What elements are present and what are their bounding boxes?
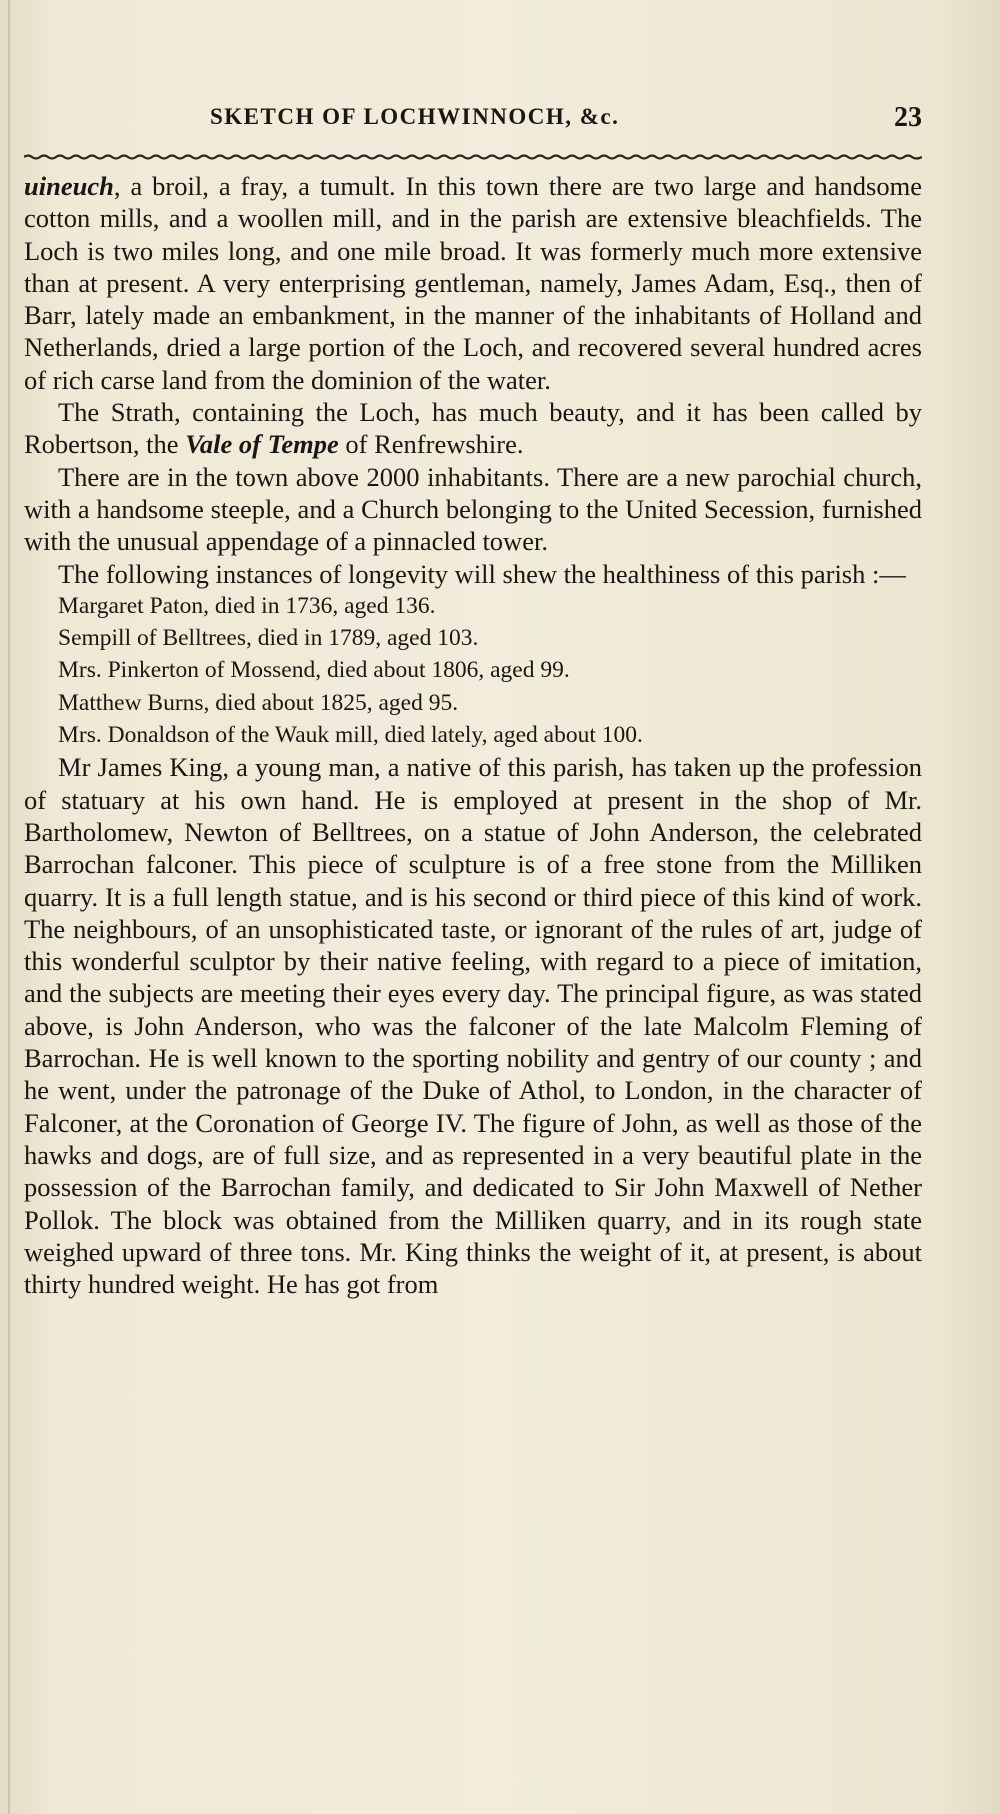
longevity-list bbox=[24, 590, 922, 751]
header-rule bbox=[24, 154, 922, 160]
paragraph-2 bbox=[24, 396, 922, 461]
paragraph-2-text-b: of Renfrewshire. bbox=[338, 429, 524, 460]
paragraph-1 bbox=[24, 170, 922, 396]
page-body bbox=[24, 170, 922, 1300]
paragraph-5: Mr James King, a young man, a native of this parish, has taken up the profession of statuary at his own hand. He is employed at present in the shop of Mr. Bartholomew, Newton of Belltrees, on a statue of John Anderson, the celebrated Barrochan falconer. This piece of sculpture is of a free stone from the Milliken quarry. It is a full length statue, and is his second or third piece of this kind of work. The neighbours, of an unsophisticated taste, or ignorant of the rules of art, judge of this wonderful sculptor by their native feeling, with regard to a piece of imitation, and the subjects are meeting their eyes every day. The principal figure, as was stated above, is John Anderson, who was the falconer of the late Malcolm Fleming of Barrochan. He is well known to the sporting nobility and gentry of our county ; and he went, under the patronage of the Duke of Athol, to London, in the character of Falconer, at the Coronation of George IV. The figure of John, as well as those of the hawks and dogs, are of full size, and as represented in a very beautiful plate in the possession of the Barrochan family, and dedicated to Sir John Maxwell of Nether Pollok. The block was obtained from the Milliken quarry, and in its rough state weighed upward of three tons. Mr. King thinks the weight of it, at present, is about thirty hundred weight. He has got from bbox=[24, 752, 922, 1300]
longevity-item: Matthew Burns, died about 1825, aged 95. bbox=[58, 689, 459, 716]
page-header bbox=[210, 104, 922, 144]
paragraph-1-text: , a broil, a fray, a tumult. In this town there are two large and handsome cotton mills, and a woollen mill, and in the parish are extensive bleachfields. The Loch is two miles long, and one mile broad. It was formerly much more extensive than at present. A very enterprising gentleman, namely, James Adam, Esq., then of Barr, lately made an embankment, in the manner of the inhabitants of Holland and Netherlands, dried a large portion of the Loch, and recovered several hundred acres of rich carse land from the dominion of the water. bbox=[24, 171, 922, 395]
paragraph-2-text-a: The Strath, containing the Loch, has much beauty, and it has been called by Robertson, the bbox=[24, 397, 922, 460]
page-gutter bbox=[8, 0, 10, 1814]
vale-of-tempe: Vale of Tempe bbox=[185, 429, 339, 460]
longevity-item: Margaret Paton, died in 1736, aged 136. bbox=[58, 592, 436, 619]
longevity-item: Mrs. Pinkerton of Mossend, died about 1806, aged 99. bbox=[58, 657, 570, 684]
running-title: SKETCH OF LOCHWINNOCH, &c. bbox=[210, 104, 620, 129]
longevity-item: Sempill of Belltrees, died in 1789, aged 103. bbox=[58, 625, 479, 652]
paragraph-4: The following instances of longevity will shew the healthiness of this parish :— bbox=[58, 558, 906, 589]
longevity-item: Mrs. Donaldson of the Wauk mill, died lately, aged about 100. bbox=[58, 722, 643, 749]
page-number: 23 bbox=[894, 102, 922, 133]
term-uineuch: uineuch bbox=[24, 171, 114, 201]
paragraph-3: There are in the town above 2000 inhabitants. There are a new parochial church, with a handsome steeple, and a Church belonging to the United Secession, furnished with the unusual appendage of a pinnacled tower. bbox=[24, 461, 922, 557]
